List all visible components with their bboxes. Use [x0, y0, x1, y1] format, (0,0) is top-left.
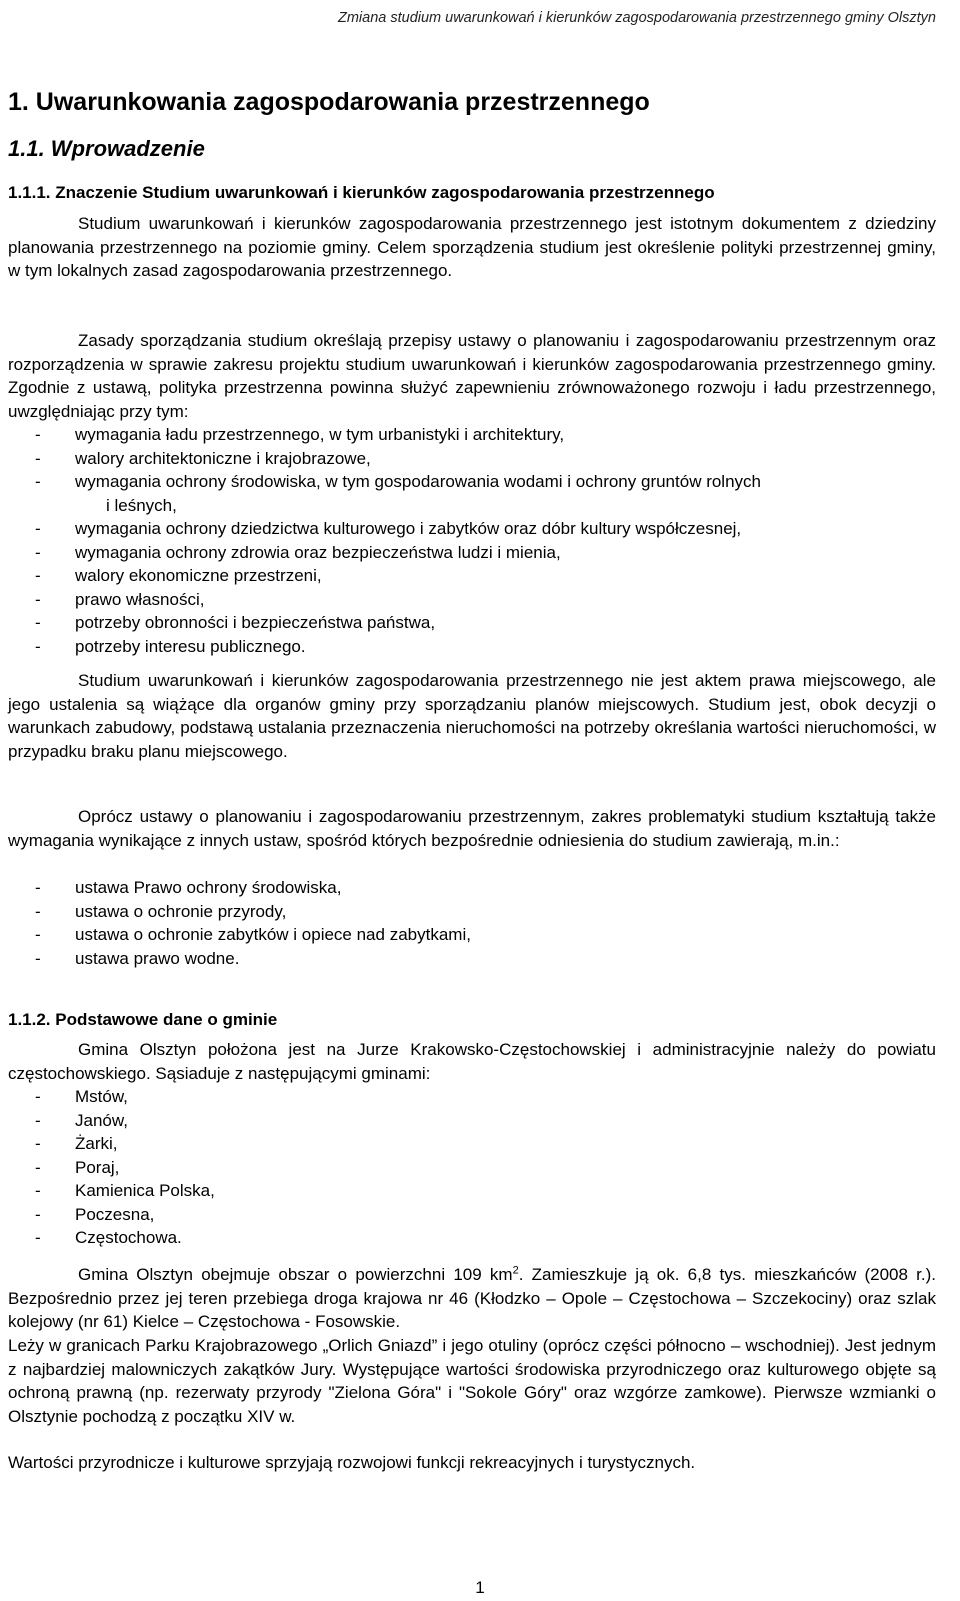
list-item: - wymagania ochrony zdrowia oraz bezpieczeństwa ludzi i mienia, [8, 541, 936, 565]
paragraph-location: Gmina Olsztyn położona jest na Jurze Krakowsko-Częstochowskiej i administracyjnie należy do powiatu częstochowskiego. Sąsiaduje z następującymi gminami: [8, 1040, 936, 1083]
neighbouring-communes-list [8, 1085, 936, 1250]
requirements-list [8, 423, 936, 658]
paragraph-study-purpose: Studium uwarunkowań i kierunków zagospodarowania przestrzennego jest istotnym dokumentem z dziedziny planowania przestrzennego na poziomie gminy. Celem sporządzenia studium jest określenie polityki przestrzennej gminy, w tym lokalnych zasad zagospodarowania przestrzennego. [8, 214, 936, 280]
heading-level-3-significance: 1.1.1. Znaczenie Studium uwarunkowań i kierunków zagospodarowania przestrzennego [8, 183, 715, 202]
laws-list [8, 876, 936, 970]
list-item: - Poraj, [8, 1156, 936, 1180]
list-item: - ustawa Prawo ochrony środowiska, [8, 876, 936, 900]
list-item: - potrzeby interesu publicznego. [8, 635, 936, 659]
heading-level-2: 1.1. Wprowadzenie [8, 136, 205, 161]
paragraph-landscape-park: Leży w granicach Parku Krajobrazowego „Orlich Gniazd” i jego otuliny (oprócz części północno – wschodniej). Jest jednym z najbardziej malowniczych zakątków Jury. Występujące wartości środowiska przyrodniczego oraz kulturowego objęte są ochroną prawną (np. rezerwaty przyrody "Zielona Góra" i "Sokole Góry" oraz wzgórze zamkowe). Pierwsze wzmianki o Olsztynie pochodzą z początku XIV w. [8, 1336, 936, 1426]
list-item: - prawo własności, [8, 588, 936, 612]
list-item: - Częstochowa. [8, 1226, 936, 1250]
population-text: . Zamieszkuje ją ok. 6,8 tys. mieszkańców (2008 r.). Bezpośrednio przez jej teren przebiega droga krajowa nr 46 (Kłodzko – Opole – Częstochowa – Szczekociny) oraz szlak kolejowy (nr 61) Kielce – Częstochowa - Fosowskie. [8, 1265, 936, 1331]
page-number: 1 [475, 1578, 485, 1597]
list-item: - ustawa prawo wodne. [8, 947, 936, 971]
list-item: - walory architektoniczne i krajobrazowe, [8, 447, 936, 471]
paragraph-study-rules: Zasady sporządzania studium określają przepisy ustawy o planowaniu i zagospodarowaniu przestrzennym oraz rozporządzenia w sprawie zakresu projektu studium uwarunkowań i kierunków zagospodarowania przestrzennego gminy. Zgodnie z ustawą, polityka przestrzenna powinna służyć zapewnieniu zrównoważonego rozwoju i ładu przestrzennego, uwzględniając przy tym: [8, 331, 936, 421]
heading-level-3-basic-data: 1.1.2. Podstawowe dane o gminie [8, 1010, 278, 1029]
list-item: - Mstów, [8, 1085, 936, 1109]
list-item: - wymagania ładu przestrzennego, w tym urbanistyki i architektury, [8, 423, 936, 447]
list-item: - Żarki, [8, 1132, 936, 1156]
running-header: Zmiana studium uwarunkowań i kierunków zagospodarowania przestrzennego gminy Olsztyn [337, 10, 936, 26]
list-item: - potrzeby obronności i bezpieczeństwa państwa, [8, 611, 936, 635]
area-unit-superscript: 2 [512, 1264, 519, 1277]
list-item-continuation: i leśnych, [106, 495, 177, 515]
list-item: - wymagania ochrony środowiska, w tym gospodarowania wodami i ochrony gruntów rolnych [8, 470, 936, 494]
paragraph-area-population [8, 1263, 936, 1334]
paragraph-values: Wartości przyrodnicze i kulturowe sprzyjają rozwojowi funkcji rekreacyjnych i turystycznych. [8, 1453, 696, 1472]
list-item: - wymagania ochrony dziedzictwa kulturowego i zabytków oraz dóbr kultury współczesnej, [8, 517, 936, 541]
paragraph-study-legal-status: Studium uwarunkowań i kierunków zagospodarowania przestrzennego nie jest aktem prawa miejscowego, ale jego ustalenia są wiążące dla organów gminy przy sporządzaniu planów miejscowych. Studium jest, obok decyzji o warunkach zabudowy, podstawą ustalania przeznaczenia nieruchomości na potrzeby określania wartości nieruchomości, w przypadku braku planu miejscowego. [8, 671, 936, 761]
list-item: - walory ekonomiczne przestrzeni, [8, 564, 936, 588]
area-text: Gmina Olsztyn obejmuje obszar o powierzchni 109 km [78, 1265, 513, 1284]
list-item: - ustawa o ochronie przyrody, [8, 900, 936, 924]
paragraph-other-laws: Oprócz ustawy o planowaniu i zagospodarowaniu przestrzennym, zakres problematyki studium kształtują także wymagania wynikające z innych ustaw, spośród których bezpośrednie odniesienia do studium zawierają, m.in.: [8, 807, 936, 850]
list-item: - Poczesna, [8, 1203, 936, 1227]
list-item: - ustawa o ochronie zabytków i opiece nad zabytkami, [8, 923, 936, 947]
list-item: - Kamienica Polska, [8, 1179, 936, 1203]
list-item: - Janów, [8, 1109, 936, 1133]
heading-level-1: 1. Uwarunkowania zagospodarowania przestrzennego [8, 88, 650, 116]
